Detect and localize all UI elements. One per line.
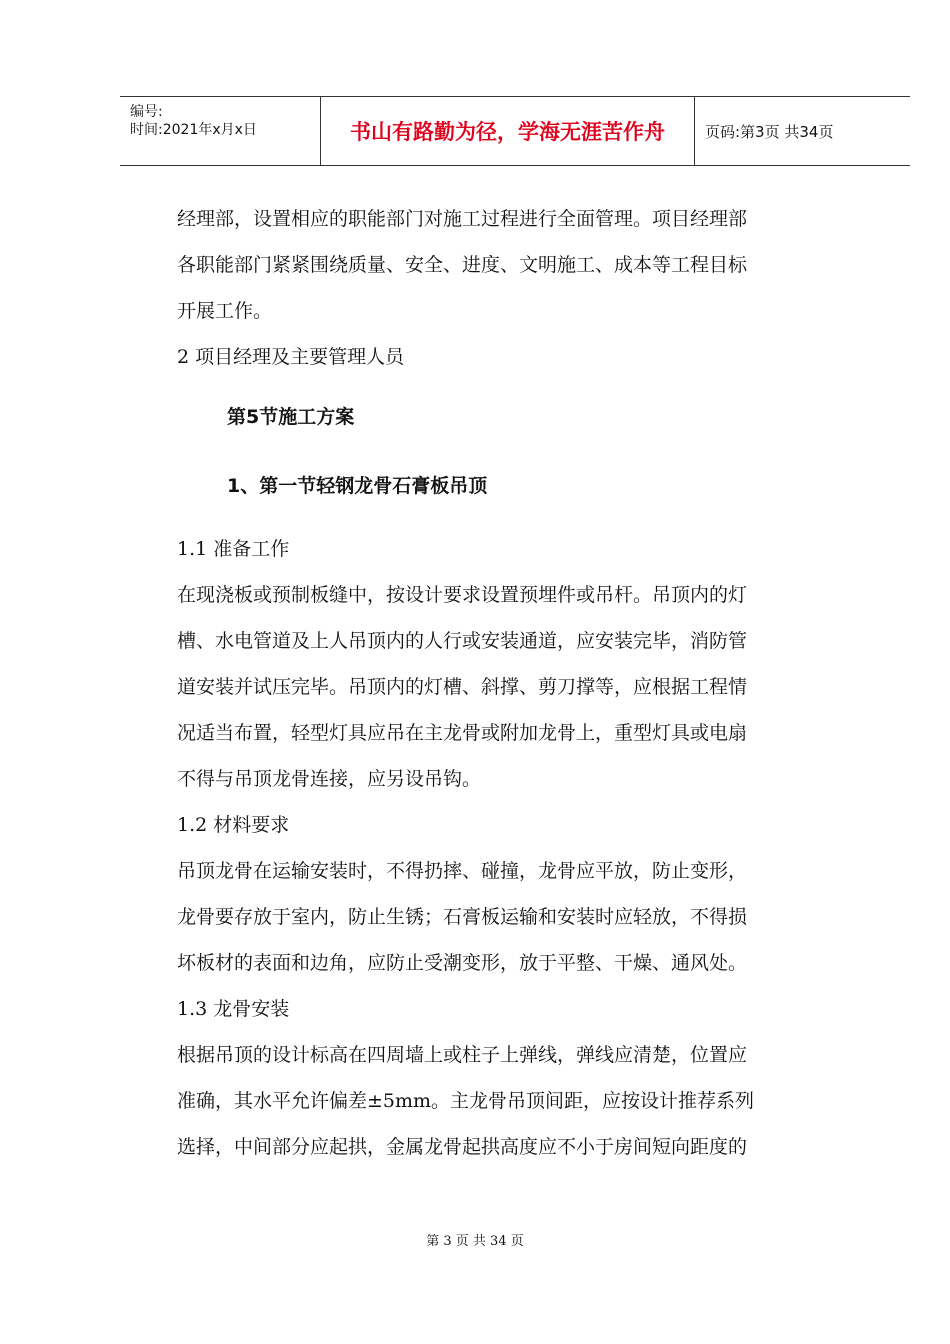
page-footer [0,1230,950,1249]
paragraph-line: 况适当布置，轻型灯具应吊在主龙骨或附加龙骨上，重型灯具或电扇 [177,722,748,744]
paragraph-line: 坏板材的表面和边角，应防止受潮变形，放于平整、干燥、通风处。 [177,952,748,974]
paragraph-line: 龙骨要存放于室内，防止生锈；石膏板运输和安装时应轻放，不得损 [177,906,748,928]
subheading-1-2: 1.2 材料要求 [177,814,290,836]
paragraph-line: 槽、水电管道及上人吊顶内的人行或安装通道，应安装完毕，消防管 [177,630,748,652]
page-header [120,96,910,166]
page-number-label: 页码:第3页 共34页 [705,122,834,141]
code-label: 编号: [130,104,163,120]
paragraph-line: 开展工作。 [177,300,273,322]
subheading-1-3: 1.3 龙骨安装 [177,998,290,1020]
paragraph-line: 经理部，设置相应的职能部门对施工过程进行全面管理。项目经理部 [177,208,748,230]
paragraph-line: 各职能部门紧紧围绕质量、安全、进度、文明施工、成本等工程目标 [177,254,748,276]
footer-page-number: 第 3 页 共 34 页 [426,1234,524,1249]
list-item-heading: 2 项目经理及主要管理人员 [177,346,405,368]
page-number-cell [695,97,910,165]
paragraph-line: 在现浇板或预制板缝中，按设计要求设置预埋件或吊杆。吊顶内的灯 [177,584,748,606]
document-body [177,196,867,1170]
motto-text: 书山有路勤为径，学海无涯苦作舟 [350,120,665,144]
section-title: 第5节施工方案 [227,406,355,428]
paragraph-line: 选择，中间部分应起拱，金属龙骨起拱高度应不小于房间短向距度的 [177,1136,748,1158]
subheading-1-1: 1.1 准备工作 [177,538,290,560]
paragraph-line: 道安装并试压完毕。吊顶内的灯槽、斜撑、剪刀撑等，应根据工程情 [177,676,748,698]
paragraph-line: 吊顶龙骨在运输安装时，不得扔摔、碰撞，龙骨应平放，防止变形， [177,860,748,882]
chapter-title: 1、第一节轻钢龙骨石膏板吊顶 [227,475,488,497]
header-info-cell [120,97,321,165]
paragraph-line: 准确，其水平允许偏差±5mm。主龙骨吊顶间距，应按设计推荐系列 [177,1090,755,1112]
paragraph-line: 根据吊顶的设计标高在四周墙上或柱子上弹线，弹线应清楚，位置应 [177,1044,748,1066]
motto-cell [321,97,695,165]
time-label: 时间:2021年x月x日 [130,122,257,138]
paragraph-line: 不得与吊顶龙骨连接，应另设吊钩。 [177,768,482,790]
